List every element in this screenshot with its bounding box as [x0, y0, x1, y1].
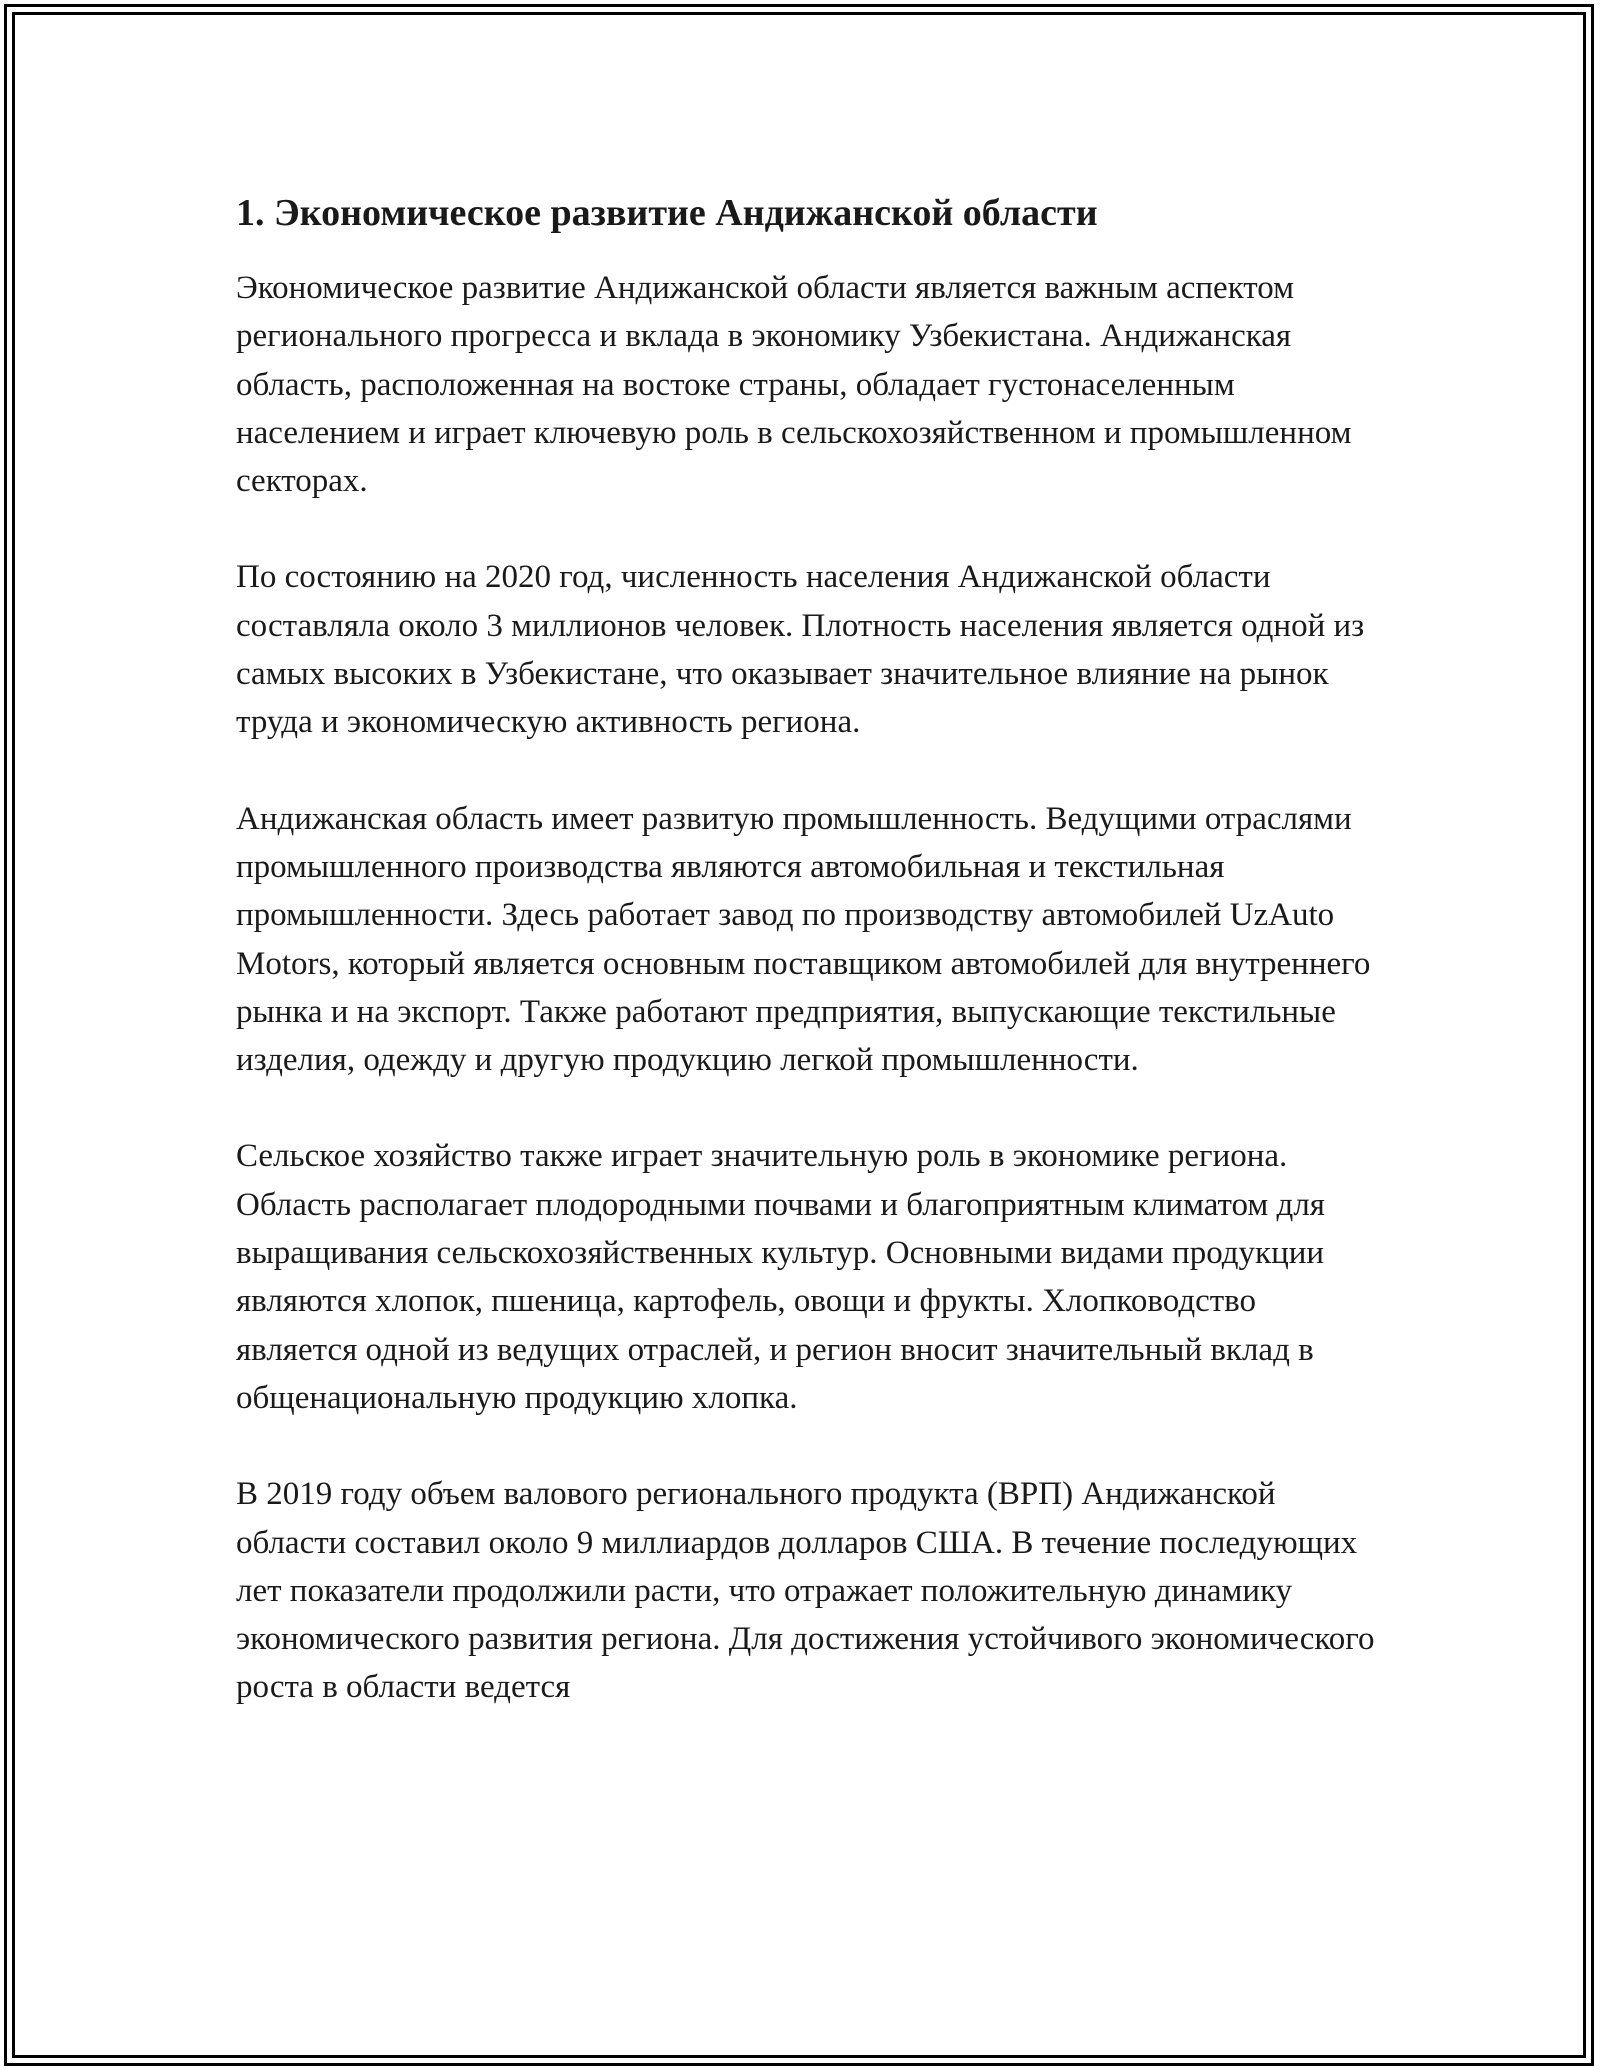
paragraph-population: По состоянию на 2020 год, численность населения Андижанской области составляла около 3 миллионов человек. Плотность населения является одной из самых высоких в Узбекистане, что оказывает значительное влияние на рынок труда и экономическую активность региона. [236, 559, 1365, 741]
paragraph-agriculture: Сельское хозяйство также играет значительную роль в экономике региона. Область располагает плодородными почвами и благоприятным климатом для выращивания сельскохозяйственных культур. Основными видами продукции являются хлопок, пшеница, картофель, овощи и фрукты. Хлопководство является одной из ведущих отраслей, и регион вносит значительный вклад в общенациональную продукцию хлопка. [236, 1138, 1325, 1416]
paragraph-intro: Экономическое развитие Андижанской области является важным аспектом регионального прогресса и вклада в экономику Узбекистана. Андижанская область, расположенная на востоке страны, обладает густонаселенным населением и играет ключевую роль в сельскохозяйственном и промышленном секторах. [236, 270, 1352, 500]
document-body [236, 185, 1376, 1712]
section-heading: 1. Экономическое развитие Андижанской области [236, 192, 1098, 234]
paragraph-grp: В 2019 году объем валового регионального продукта (ВРП) Андижанской области составил около 9 миллиардов долларов США. В течение последующих лет показатели продолжили расти, что отражает положительную динамику экономического развития региона. Для достижения устойчивого экономического роста в области ведется [236, 1476, 1375, 1706]
paragraph-industry: Андижанская область имеет развитую промышленность. Ведущими отраслями промышленного производства являются автомобильная и текстильная промышленности. Здесь работает завод по производству автомобилей UzAuto Motors, который является основным поставщиком автомобилей для внутреннего рынка и на экспорт. Также работают предприятия, выпускающие текстильные изделия, одежду и другую продукцию легкой промышленности. [236, 800, 1371, 1079]
